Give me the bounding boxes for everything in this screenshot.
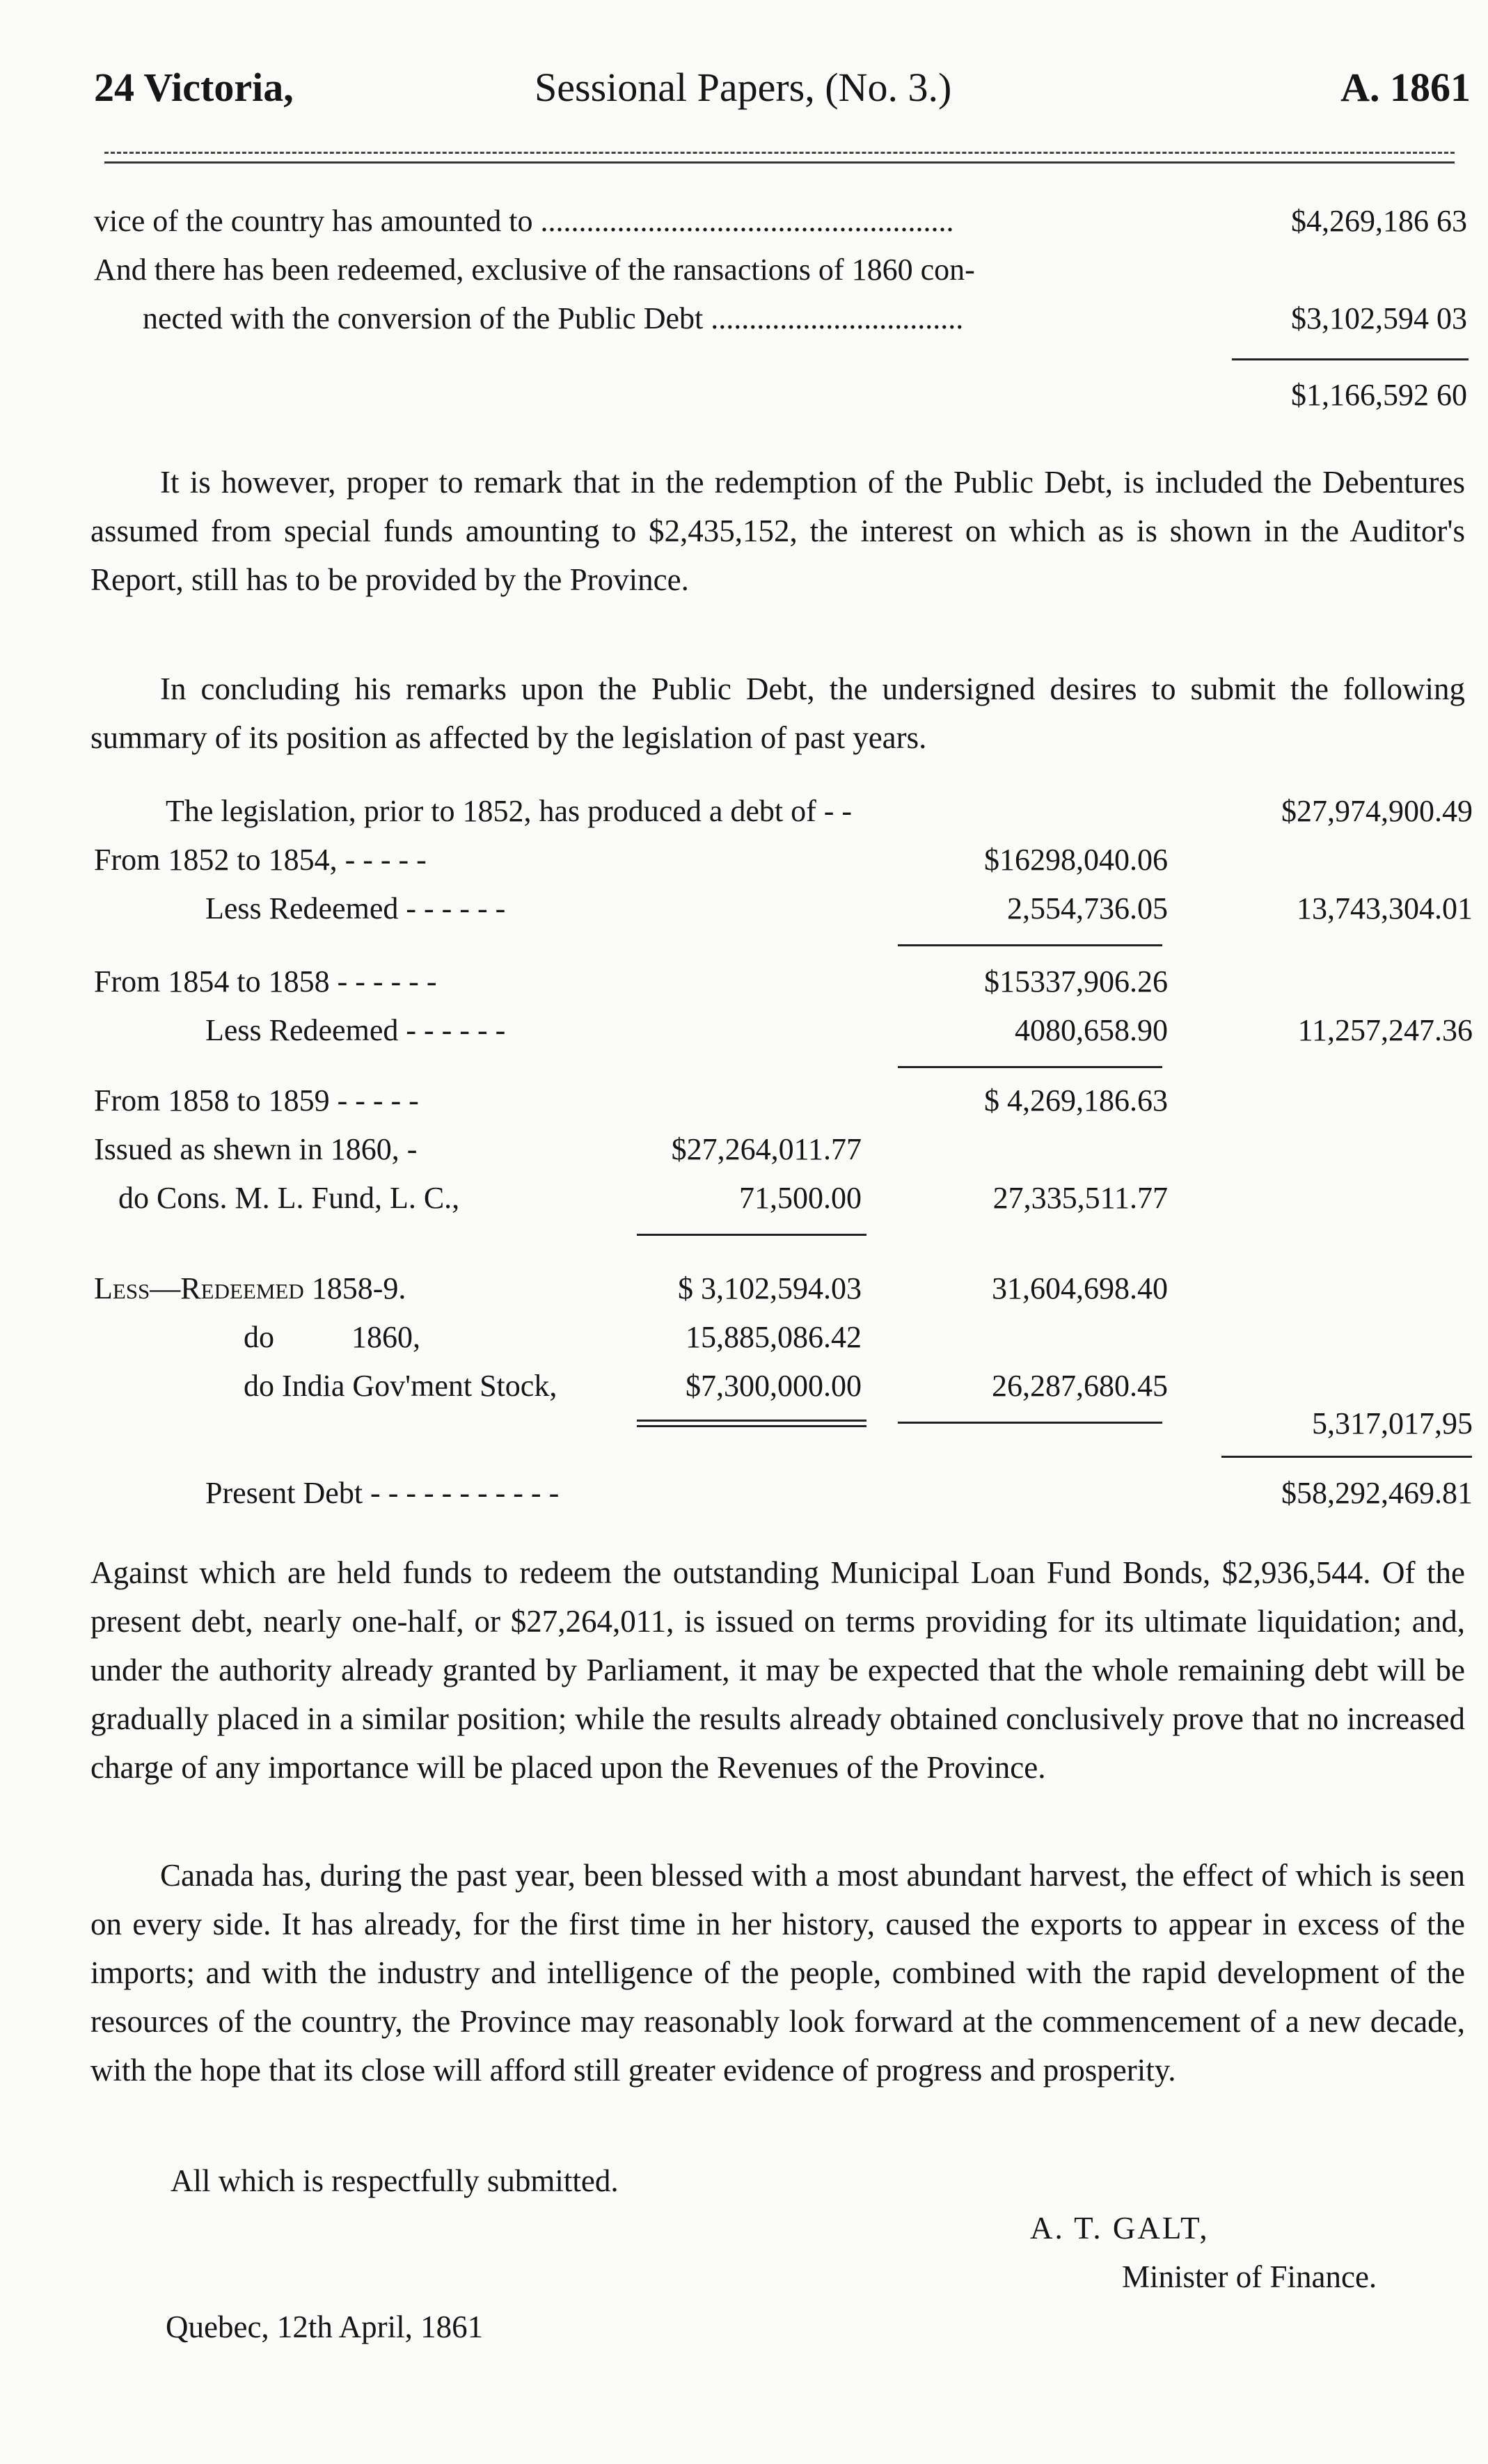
signature-name: A. T. GALT, xyxy=(1030,2211,1210,2246)
rule-issued xyxy=(637,1234,866,1236)
top-total: $1,166,592 60 xyxy=(1291,378,1467,412)
row-cons-fund-amount: 71,500.00 xyxy=(739,1181,862,1215)
row-1852-1854-net: 13,743,304.01 xyxy=(1297,891,1473,925)
paragraph-harvest xyxy=(90,1851,1465,2095)
top-line-1-amount: $4,269,186 63 xyxy=(1291,204,1467,238)
paragraph-harvest-text: Canada has, during the past year, been blessed with a most abundant harvest, the effect of which is seen on every side. It has already, for the first time in her history, caused the exports to appear in excess of the imports; and with the industry and intelligence of the people, combined with the rapid development of the resources of the country, the Province may reasonably look forward at the commencement of a new decade, with the hope that its close will afford still greater evidence of progress and prosperity. xyxy=(90,1858,1465,2088)
row-less-redeemed-1858-label: Less—Redeemed 1858-9. xyxy=(94,1271,406,1305)
row-1852-1854-redeemed-amount: 2,554,736.05 xyxy=(1007,891,1168,925)
row-india-stock-label: do India Gov'ment Stock, xyxy=(244,1369,557,1403)
closing-line: All which is respectfully submitted. xyxy=(171,2163,619,2198)
row-1854-1858-label: From 1854 to 1858 - - - - - - xyxy=(94,964,437,999)
row-1852-1854-label: From 1852 to 1854, - - - - - xyxy=(94,843,427,877)
rule-total xyxy=(1221,1456,1472,1458)
row-prior-1852-total: $27,974,900.49 xyxy=(1281,794,1473,828)
paragraph-funds-text: Against which are held funds to redeem the outstanding Municipal Loan Fund Bonds, $2,936,544. Of the present debt, nearly one-half, or $27,264,011, is issued on terms providing for its ultimate liquidation; and, under the authority already granted by Parliament, it may be expected that the whole remaining debt will be gradually placed in a similar position; while the results already obtained conclusively prove that no increased charge of any importance will be placed upon the Revenues of the Province. xyxy=(90,1555,1465,1785)
header-rule-top xyxy=(104,152,1455,154)
row-net-change: 5,317,017,95 xyxy=(1312,1406,1473,1440)
row-issued-1860-amount: $27,264,011.77 xyxy=(671,1132,862,1166)
row-present-debt-total: $58,292,469.81 xyxy=(1281,1476,1473,1510)
top-line-3-amount: $3,102,594 03 xyxy=(1291,301,1467,335)
row-redeemed-1860-label: do 1860, xyxy=(244,1320,420,1354)
row-1858-1859-label: From 1858 to 1859 - - - - - xyxy=(94,1083,419,1118)
top-line-2: And there has been redeemed, exclusive of the ransactions of 1860 con- xyxy=(94,253,975,287)
paragraph-funds xyxy=(90,1548,1465,1792)
row-less-redeemed-1858-subtotal: 31,604,698.40 xyxy=(992,1271,1168,1305)
row-1854-1858-net: 11,257,247.36 xyxy=(1297,1013,1473,1047)
row-cons-fund-label: do Cons. M. L. Fund, L. C., xyxy=(118,1181,460,1215)
place-date: Quebec, 12th April, 1861 xyxy=(166,2310,484,2344)
row-cons-fund-subtotal: 27,335,511.77 xyxy=(992,1181,1168,1215)
signature-title: Minister of Finance. xyxy=(1122,2259,1377,2294)
rule-1854-1858 xyxy=(898,1066,1162,1068)
paragraph-debentures-text: It is however, proper to remark that in the redemption of the Public Debt, is included the Debentures assumed from special funds amounting to $2,435,152, the interest on which as is shown in the Auditor's Report, still has to be provided by the Province. xyxy=(90,465,1465,597)
paragraph-debentures xyxy=(90,458,1465,604)
row-1858-1859-amount: $ 4,269,186.63 xyxy=(984,1083,1168,1118)
paragraph-summary-intro xyxy=(90,665,1465,762)
row-issued-1860-label: Issued as shewn in 1860, - xyxy=(94,1132,418,1166)
paragraph-summary-intro-text: In concluding his remarks upon the Public Debt, the undersigned desires to submit the following summary of its position as affected by the legislation of past years. xyxy=(90,671,1465,755)
header-center: Sessional Papers, (No. 3.) xyxy=(535,65,952,110)
top-total-rule xyxy=(1232,358,1469,360)
row-redeemed-1860-amount: 15,885,086.42 xyxy=(686,1320,862,1354)
row-less-redeemed-1858-amount: $ 3,102,594.03 xyxy=(678,1271,862,1305)
row-1852-1854-redeemed-label: Less Redeemed - - - - - - xyxy=(205,891,506,925)
top-line-3: nected with the conversion of the Public Debt ................................. xyxy=(143,301,964,335)
rule-1852-1854 xyxy=(898,944,1162,946)
row-1854-1858-redeemed-amount: 4080,658.90 xyxy=(1015,1013,1168,1047)
row-1854-1858-amount: $15337,906.26 xyxy=(984,964,1168,999)
row-prior-1852-label: The legislation, prior to 1852, has produced a debt of - - xyxy=(166,794,853,828)
header-rule-bottom xyxy=(104,161,1455,164)
rule-redeemed xyxy=(637,1420,866,1427)
header-left: 24 Victoria, xyxy=(94,65,294,110)
header-right: A. 1861 xyxy=(1340,65,1471,110)
top-line-1: vice of the country has amounted to ...................................................... xyxy=(94,204,954,238)
rule-redeemed-col2 xyxy=(898,1422,1162,1424)
row-1852-1854-amount: $16298,040.06 xyxy=(984,843,1168,877)
row-india-stock-subtotal: 26,287,680.45 xyxy=(992,1369,1168,1403)
row-india-stock-amount: $7,300,000.00 xyxy=(686,1369,862,1403)
row-1854-1858-redeemed-label: Less Redeemed - - - - - - xyxy=(205,1013,506,1047)
row-present-debt-label: Present Debt - - - - - - - - - - - xyxy=(205,1476,560,1510)
